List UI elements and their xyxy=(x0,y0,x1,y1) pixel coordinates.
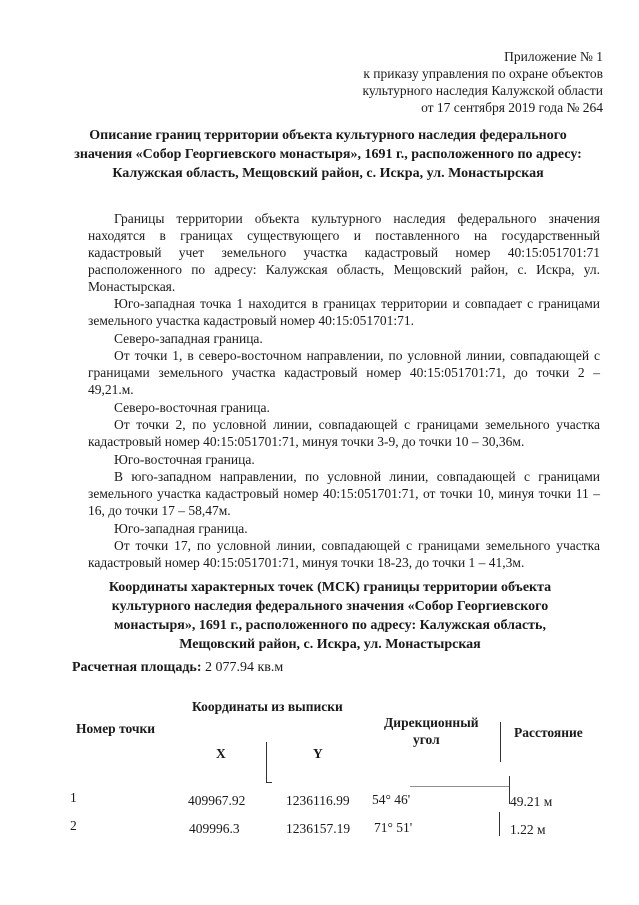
appendix-line-3: культурного наследия Калужской области xyxy=(362,83,603,98)
paragraph-southwest-border: От точки 17, по условной линии, совпадающей с границами земельного участка кадастровый номер 40:15:051701:71, минуя точки 18-23, до точки 1 – 41,3м. xyxy=(88,538,600,570)
heading-northeast-border: Северо-восточная граница. xyxy=(114,400,270,415)
title-line-3: Калужская область, Мещовский район, с. Искра, ул. Монастырская xyxy=(112,166,544,181)
paragraph-northwest-border: От точки 1, в северо-восточном направлении, по условной линии, совпадающей с границами земельного участка кадастровый номер 40:15:051701:71, до точки 2 – 49,21.м. xyxy=(88,348,600,397)
coordinates-title xyxy=(80,578,580,654)
paragraph-southwest-point: Юго-западная точка 1 находится в границах территории и совпадает с границами земельного участка кадастровый номер 40:15:051701:71. xyxy=(88,296,600,328)
area-value: 2 077.94 кв.м xyxy=(205,660,284,675)
coords-title-line-2: культурного наследия федерального значения «Собор Георгиевского xyxy=(111,599,549,614)
header-distance: Расстояние xyxy=(514,725,583,740)
paragraph-southeast-border: В юго-западном направлении, по условной линии, совпадающей с границами земельного участка кадастровый номер 40:15:051701:71, от точки 10, минуя точки 11 – 16, до точки 17 – 58,47м. xyxy=(88,469,600,518)
paragraph-boundaries: Границы территории объекта культурного наследия федерального значения находятся в границах существующего и поставленного на государственный кадастровый учет земельного участка кадастровый номер 40:15:051701:71 расположенного по адресу: Калужская область, Мещовский район, с. Искра, ул. Монастырская. xyxy=(88,211,600,294)
coords-title-line-3: монастыря», 1691 г., расположенного по адресу: Калужская область, xyxy=(114,618,546,633)
header-angle-line-2: угол xyxy=(413,732,440,747)
title-line-2: значения «Собор Георгиевского монастыря», 1691 г., расположенного по адресу: xyxy=(74,147,582,162)
appendix-line-2: к приказу управления по охране объектов xyxy=(363,66,603,81)
column-divider-distance xyxy=(500,722,501,762)
row-divider xyxy=(410,786,510,787)
paragraph-northeast-border: От точки 2, по условной линии, совпадающей с границами земельного участка кадастровый номер 40:15:051701:71, минуя точки 3-9, до точки 10 – 30,36м. xyxy=(88,417,600,449)
column-divider-xy xyxy=(266,742,267,782)
area-label: Расчетная площадь: xyxy=(72,660,202,675)
calculated-area xyxy=(72,660,283,676)
row-1-y: 1236116.99 xyxy=(286,793,350,808)
appendix-header xyxy=(362,48,603,116)
row-1-point: 1 xyxy=(70,790,77,805)
header-x: X xyxy=(216,746,226,761)
appendix-line-4: от 17 сентября 2019 года № 264 xyxy=(421,100,603,115)
row-2-x: 409996.3 xyxy=(189,821,240,836)
heading-northwest-border: Северо-западная граница. xyxy=(114,331,263,346)
document-title xyxy=(58,126,598,183)
row-2-point: 2 xyxy=(70,818,77,833)
boundary-description xyxy=(88,210,600,571)
row-1-angle: 54° 46' xyxy=(372,792,411,807)
row-2-angle: 71° 51' xyxy=(374,820,413,835)
row-2-divider xyxy=(499,812,500,836)
coords-title-line-1: Координаты характерных точек (МСК) границы территории объекта xyxy=(108,580,552,595)
row-1-distance: 49.21 м xyxy=(510,794,553,809)
header-point-number: Номер точки xyxy=(76,721,156,736)
header-angle-line-1: Дирекционный xyxy=(384,715,479,730)
row-1-x: 409967.92 xyxy=(188,793,246,808)
header-coords: Координаты из выписки xyxy=(192,699,343,714)
appendix-line-1: Приложение № 1 xyxy=(504,49,603,64)
heading-southeast-border: Юго-восточная граница. xyxy=(114,452,255,467)
row-2-distance: 1.22 м xyxy=(510,822,546,837)
row-divider-tick xyxy=(266,782,272,783)
coordinates-table xyxy=(0,690,639,905)
title-line-1: Описание границ территории объекта культурного наследия федерального xyxy=(89,128,567,143)
heading-southwest-border: Юго-западная граница. xyxy=(114,521,248,536)
header-y: Y xyxy=(313,746,323,761)
coords-title-line-4: Мещовский район, с. Искра, ул. Монастырская xyxy=(179,637,481,652)
row-2-y: 1236157.19 xyxy=(286,821,351,836)
